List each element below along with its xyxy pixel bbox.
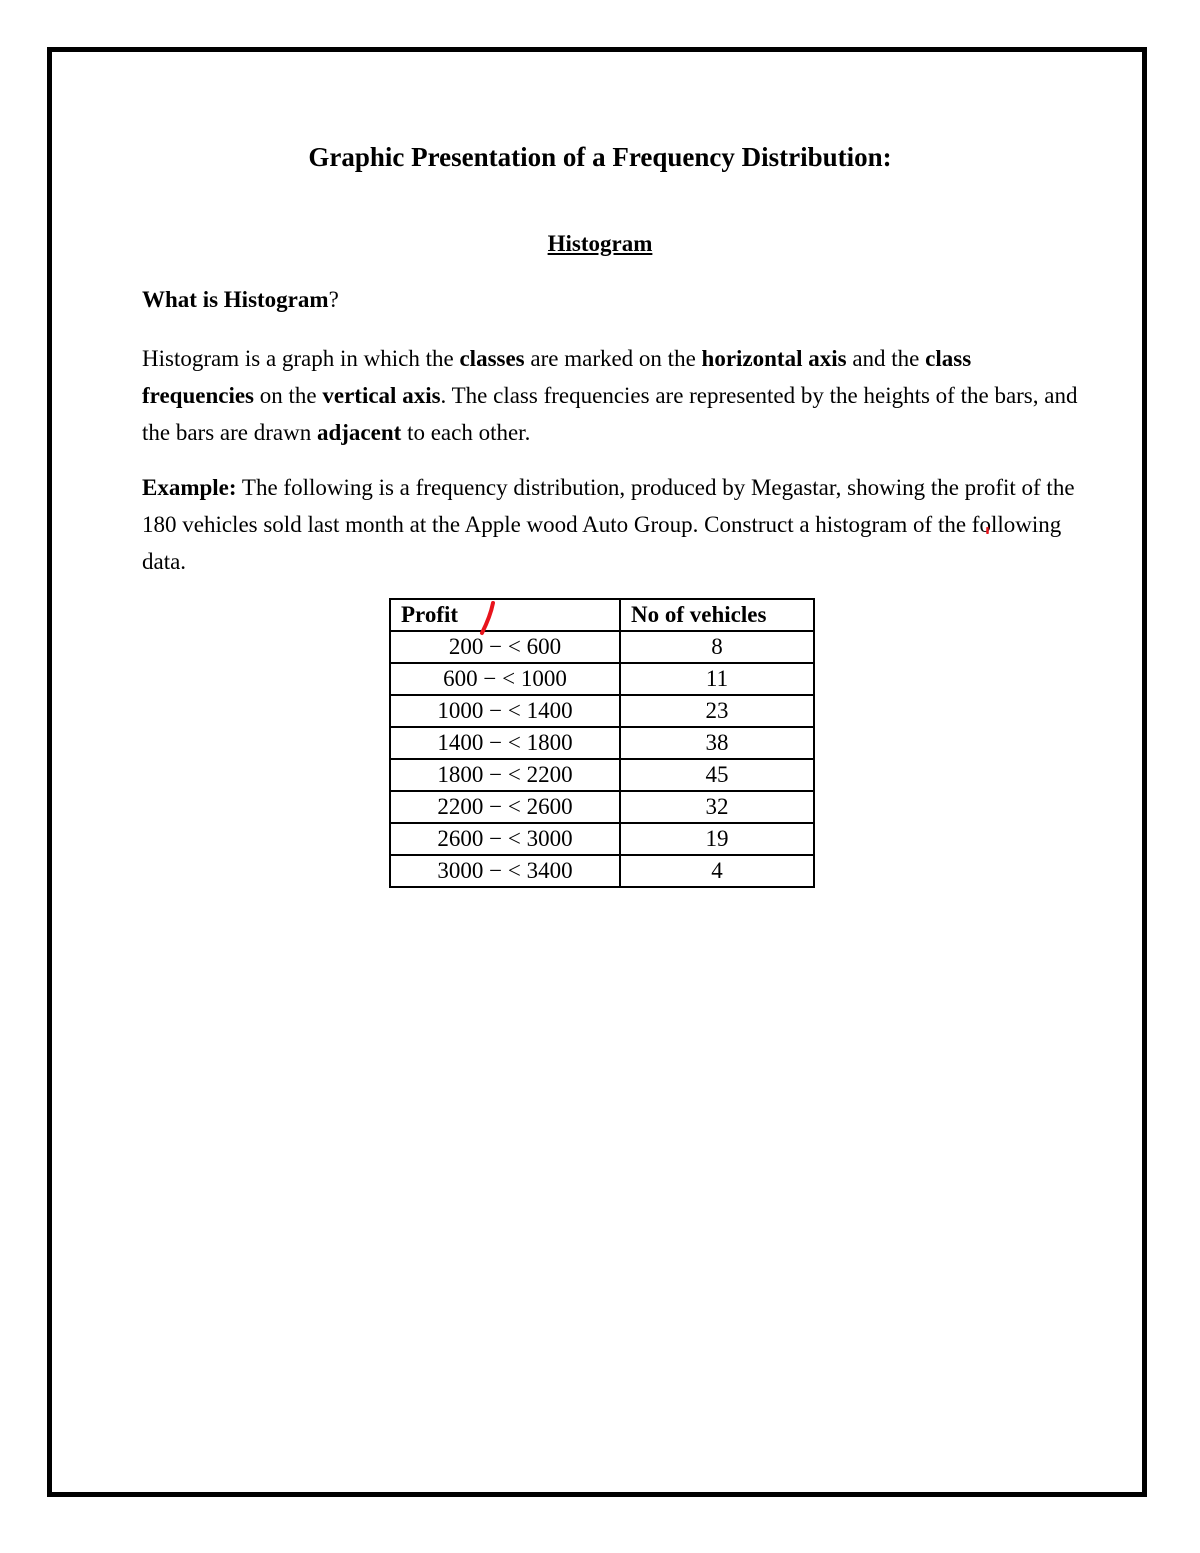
vehicles-cell: 23 — [620, 695, 814, 727]
red-pen-dot-icon — [985, 527, 990, 534]
def-text-4: on the — [254, 383, 323, 408]
def-text-1: Histogram is a graph in which the — [142, 346, 460, 371]
question-heading — [142, 287, 339, 313]
def-text-2: are marked on the — [524, 346, 702, 371]
header-profit: Profit — [390, 599, 620, 631]
profit-cell: 200 − < 600 — [390, 631, 620, 663]
example-text: The following is a frequency distribution, produced by Megastar, showing the profit of the 180 vehicles sold last month at the Apple wood Auto Group. Construct a histogram of the following data. — [142, 475, 1075, 574]
table-row — [390, 855, 814, 887]
def-term-horizontal-axis: horizontal axis — [701, 346, 847, 371]
def-text-3: and the — [846, 346, 926, 371]
profit-cell: 3000 − < 3400 — [390, 855, 620, 887]
frequency-table — [389, 598, 815, 888]
vehicles-cell: 38 — [620, 727, 814, 759]
table-row — [390, 759, 814, 791]
definition-paragraph — [142, 340, 1082, 451]
red-pen-stroke-icon — [478, 600, 498, 636]
def-term-vertical-axis: vertical axis — [322, 383, 441, 408]
vehicles-cell: 19 — [620, 823, 814, 855]
def-text-6: to each other. — [401, 420, 531, 445]
def-text-5: . The class frequencies are represented by the heights of the bars, and the bars are drawn — [142, 383, 1078, 445]
profit-cell: 1400 − < 1800 — [390, 727, 620, 759]
profit-cell: 1800 − < 2200 — [390, 759, 620, 791]
table-row — [390, 791, 814, 823]
table-row — [390, 727, 814, 759]
vehicles-cell: 8 — [620, 631, 814, 663]
def-term-class-frequencies: class frequencies — [142, 346, 972, 408]
table-header-row — [390, 599, 814, 631]
example-label: Example: — [142, 475, 237, 500]
question-mark: ? — [328, 287, 339, 312]
profit-cell: 2600 − < 3000 — [390, 823, 620, 855]
table-row — [390, 631, 814, 663]
header-no-of-vehicles: No of vehicles — [620, 599, 814, 631]
def-term-classes: classes — [459, 346, 525, 371]
profit-cell: 600 − < 1000 — [390, 663, 620, 695]
page-title: Graphic Presentation of a Frequency Distribution: — [308, 142, 892, 172]
vehicles-cell: 4 — [620, 855, 814, 887]
vehicles-cell: 45 — [620, 759, 814, 791]
vehicles-cell: 32 — [620, 791, 814, 823]
example-paragraph — [142, 469, 1082, 580]
table-row — [390, 695, 814, 727]
question-bold: What is Histogram — [142, 287, 329, 312]
def-term-adjacent: adjacent — [316, 420, 402, 445]
profit-cell: 2200 − < 2600 — [390, 791, 620, 823]
table-row — [390, 823, 814, 855]
vehicles-cell: 11 — [620, 663, 814, 695]
section-title: Histogram — [547, 231, 653, 256]
profit-cell: 1000 − < 1400 — [390, 695, 620, 727]
table-row — [390, 663, 814, 695]
